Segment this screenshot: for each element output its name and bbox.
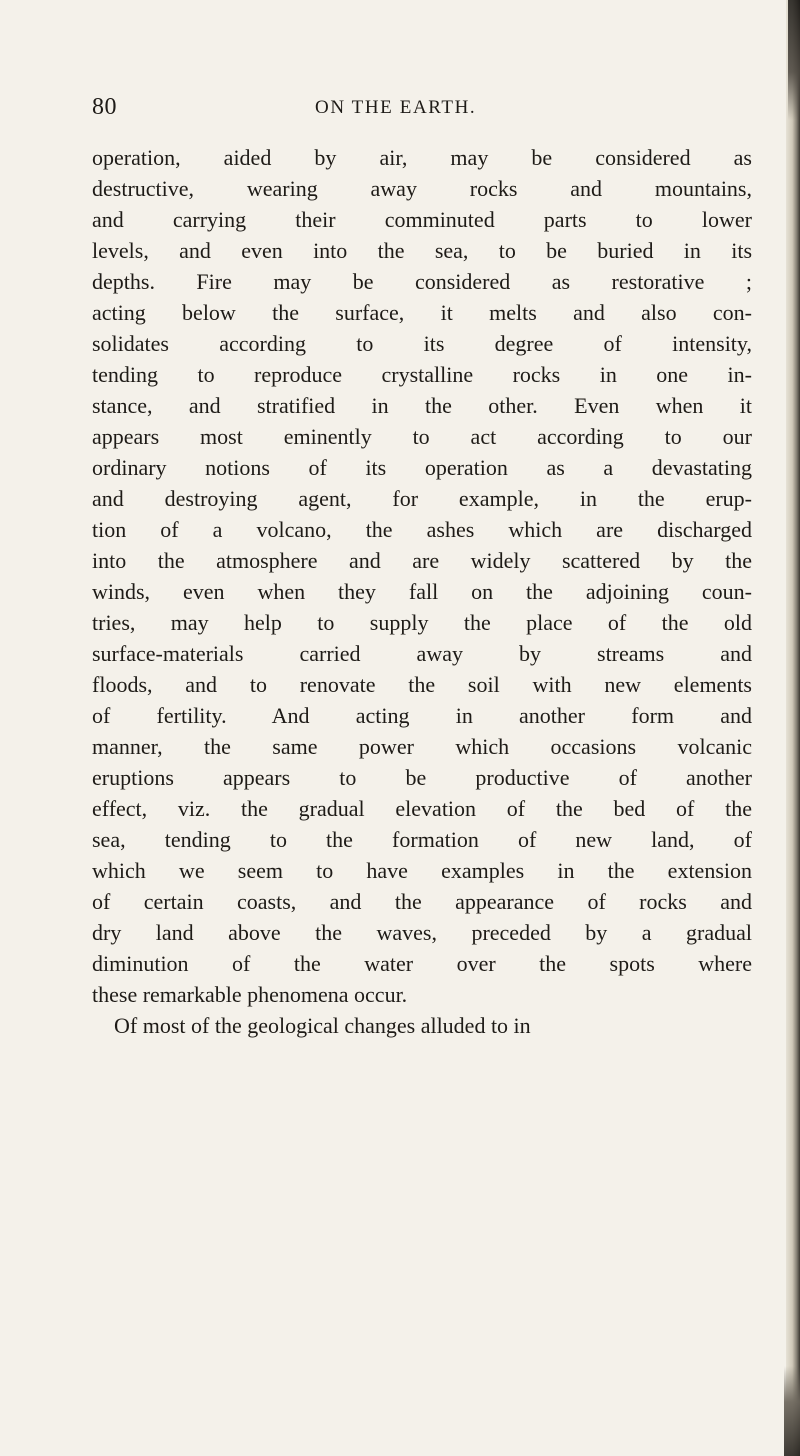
text-line: destructive, wearing away rocks and mountains, — [92, 176, 752, 201]
text-line: these remarkable phenomena occur. — [92, 982, 408, 1007]
text-line: which we seem to have examples in the extension — [92, 858, 752, 883]
text-line: tion of a volcano, the ashes which are discharged — [92, 517, 752, 542]
text-line: acting below the surface, it melts and also con- — [92, 300, 752, 325]
running-head — [92, 94, 752, 124]
text-line: sea, tending to the formation of new land, of — [92, 827, 752, 852]
text-line: surface-materials carried away by streams and — [92, 641, 752, 666]
text-line: manner, the same power which occasions volcanic — [92, 734, 752, 759]
text-line: levels, and even into the sea, to be buried in its — [92, 238, 752, 263]
text-line: effect, viz. the gradual elevation of the bed of the — [92, 796, 752, 821]
text-line: appears most eminently to act according to our — [92, 424, 752, 449]
text-line: solidates according to its degree of intensity, — [92, 331, 752, 356]
text-line: and carrying their comminuted parts to lower — [92, 207, 752, 232]
text-line: of certain coasts, and the appearance of rocks and — [92, 889, 752, 914]
body-paragraph — [92, 142, 752, 1041]
text-line: eruptions appears to be productive of another — [92, 765, 752, 790]
text-line: into the atmosphere and are widely scattered by the — [92, 548, 752, 573]
text-line: winds, even when they fall on the adjoining coun- — [92, 579, 752, 604]
page-edge-top-shadow — [788, 0, 800, 120]
text-line: depths. Fire may be considered as restorative ; — [92, 269, 752, 294]
page-number: 80 — [92, 94, 117, 120]
text-line: ordinary notions of its operation as a devastating — [92, 455, 752, 480]
page-edge-shadow — [786, 0, 800, 1456]
text-line: tending to reproduce crystalline rocks in one in- — [92, 362, 752, 387]
text-line: dry land above the waves, preceded by a gradual — [92, 920, 752, 945]
text-line: operation, aided by air, may be considered as — [92, 145, 752, 170]
text-line: stance, and stratified in the other. Even when it — [92, 393, 752, 418]
running-title: ON THE EARTH. — [315, 97, 477, 118]
page-edge-bottom-shadow — [784, 1366, 800, 1456]
text-line: Of most of the geological changes alluded to in — [114, 1013, 531, 1038]
text-line: and destroying agent, for example, in the erup- — [92, 486, 752, 511]
text-line: diminution of the water over the spots where — [92, 951, 752, 976]
text-line: of fertility. And acting in another form and — [92, 703, 752, 728]
text-line: floods, and to renovate the soil with new elements — [92, 672, 752, 697]
text-line: tries, may help to supply the place of the old — [92, 610, 752, 635]
